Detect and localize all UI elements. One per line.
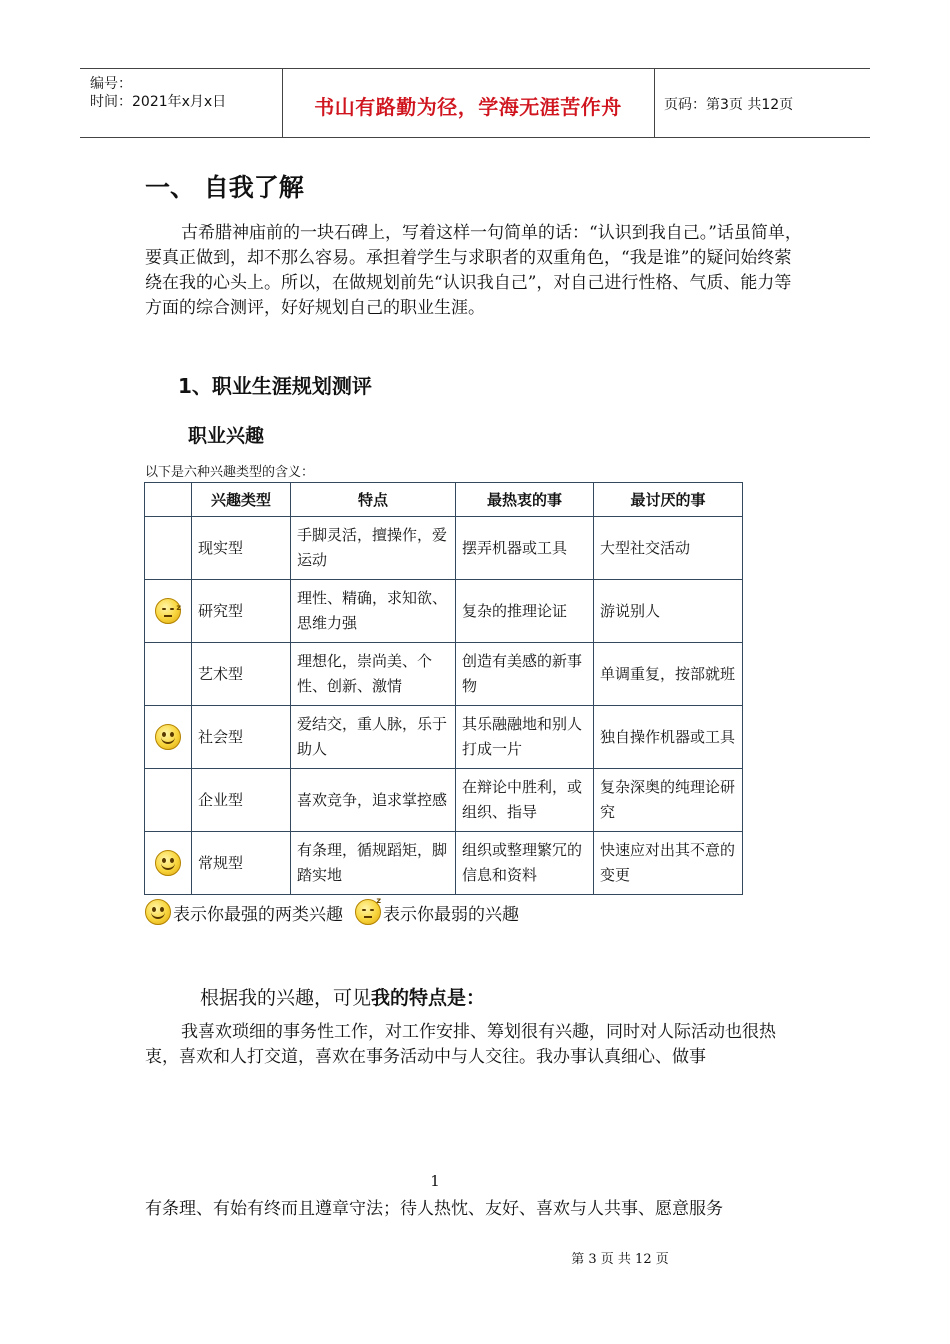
conclusion-bold: 我的特点是： bbox=[371, 987, 486, 1009]
row-icon-cell bbox=[145, 769, 192, 832]
page-info: 页码：第3页 共12页 bbox=[664, 97, 794, 113]
row-type: 艺术型 bbox=[192, 643, 291, 706]
header-meta bbox=[80, 69, 283, 137]
table-row bbox=[145, 706, 743, 769]
row-trait: 喜欢竞争，追求掌控感 bbox=[291, 769, 456, 832]
header-cell-dislikes: 最讨厌的事 bbox=[594, 483, 743, 517]
table-caption: 以下是六种兴趣类型的含义： bbox=[145, 465, 315, 480]
row-dislikes: 复杂深奥的纯理论研究 bbox=[594, 769, 743, 832]
conclusion-lead: 根据我的兴趣，可见 bbox=[200, 987, 372, 1009]
row-icon-cell bbox=[145, 832, 192, 895]
date-label: 时间：2021年x月x日 bbox=[90, 94, 227, 110]
row-likes: 复杂的推理论证 bbox=[456, 580, 594, 643]
row-trait: 手脚灵活，擅操作，爱运动 bbox=[291, 517, 456, 580]
conclusion-paragraph bbox=[145, 1020, 805, 1070]
smile-emoji-icon bbox=[155, 724, 181, 750]
row-dislikes: 独自操作机器或工具 bbox=[594, 706, 743, 769]
row-likes: 摆弄机器或工具 bbox=[456, 517, 594, 580]
legend-weak-text: 表示你最弱的兴趣 bbox=[383, 905, 519, 925]
row-dislikes: 游说别人 bbox=[594, 580, 743, 643]
page-number: 1 bbox=[430, 1172, 440, 1190]
intro-paragraph bbox=[145, 221, 805, 321]
header-cell-likes: 最热衷的事 bbox=[456, 483, 594, 517]
smile-emoji-icon bbox=[145, 899, 171, 925]
row-likes: 创造有美感的新事物 bbox=[456, 643, 594, 706]
row-dislikes: 大型社交活动 bbox=[594, 517, 743, 580]
table-row bbox=[145, 769, 743, 832]
row-trait: 有条理，循规蹈矩，脚踏实地 bbox=[291, 832, 456, 895]
table-row bbox=[145, 517, 743, 580]
row-dislikes: 快速应对出其不意的变更 bbox=[594, 832, 743, 895]
motto: 书山有路勤为径，学海无涯苦作舟 bbox=[314, 95, 622, 119]
row-type: 常规型 bbox=[192, 832, 291, 895]
row-likes: 在辩论中胜利，或组织、指导 bbox=[456, 769, 594, 832]
interest-table bbox=[144, 482, 743, 895]
row-icon-cell bbox=[145, 706, 192, 769]
header-cell-type: 兴趣类型 bbox=[192, 483, 291, 517]
table-row bbox=[145, 643, 743, 706]
header-cell-trait: 特点 bbox=[291, 483, 456, 517]
legend-strong-text: 表示你最强的两类兴趣 bbox=[173, 905, 343, 925]
row-type: 研究型 bbox=[192, 580, 291, 643]
sleepy-emoji-icon: z bbox=[155, 598, 181, 624]
row-dislikes: 单调重复，按部就班 bbox=[594, 643, 743, 706]
table-header-row bbox=[145, 483, 743, 517]
code-label: 编号： bbox=[90, 76, 132, 92]
row-trait: 理想化，崇尚美、个性、创新、激情 bbox=[291, 643, 456, 706]
row-icon-cell bbox=[145, 580, 192, 643]
row-icon-cell bbox=[145, 643, 192, 706]
emoji-legend bbox=[145, 895, 519, 929]
row-trait: 理性、精确，求知欲、思维力强 bbox=[291, 580, 456, 643]
header-page-cell bbox=[654, 69, 870, 137]
header-cell-icon bbox=[145, 483, 192, 517]
continuation-text: 有条理、有始有终而且遵章守法；待人热忱、友好、喜欢与人共事、愿意服务 bbox=[145, 1199, 723, 1219]
conclusion-body: 我喜欢琐细的事务性工作，对工作安排、筹划很有兴趣，同时对人际活动也很热衷，喜欢和人打交道，喜欢在事务活动中与人交往。我办事认真细心、做事 bbox=[145, 1022, 776, 1067]
row-type: 现实型 bbox=[192, 517, 291, 580]
row-icon-cell bbox=[145, 517, 192, 580]
smile-emoji-icon bbox=[155, 850, 181, 876]
row-trait: 爱结交，重人脉，乐于助人 bbox=[291, 706, 456, 769]
subsection-title: 1、职业生涯规划测评 bbox=[178, 374, 372, 398]
row-likes: 其乐融融地和别人打成一片 bbox=[456, 706, 594, 769]
row-likes: 组织或整理繁冗的信息和资料 bbox=[456, 832, 594, 895]
page-header bbox=[80, 68, 870, 138]
subsection-subtitle: 职业兴趣 bbox=[188, 425, 265, 447]
conclusion-heading bbox=[200, 983, 485, 1010]
row-type: 企业型 bbox=[192, 769, 291, 832]
table-row bbox=[145, 832, 743, 895]
section-title: 一、 自我了解 bbox=[145, 173, 304, 202]
table-row bbox=[145, 580, 743, 643]
sleepy-emoji-icon: z bbox=[355, 899, 381, 925]
page-footer: 第 3 页 共 12 页 bbox=[571, 1252, 669, 1267]
intro-text: 古希腊神庙前的一块石碑上，写着这样一句简单的话：“认识到我自己。”话虽简单，要真正做到，却不那么容易。承担着学生与求职者的双重角色，“我是谁”的疑问始终萦绕在我的心头上。所以，在做规划前先“认识我自己”，对自己进行性格、气质、能力等方面的综合测评，好好规划自己的职业生涯。 bbox=[145, 223, 802, 318]
row-type: 社会型 bbox=[192, 706, 291, 769]
header-motto-cell bbox=[282, 69, 655, 137]
